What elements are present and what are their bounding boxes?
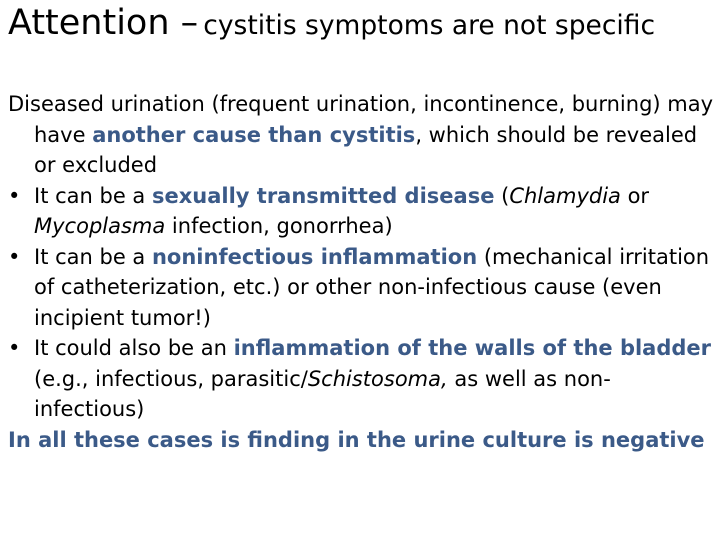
bullet-noninfectious-before: It can be a (34, 244, 152, 269)
bullet-noninfectious-after: (mechanical irritation of catheterization, etc.) or other non-infectious cause (even incipient tumor!) (34, 244, 710, 330)
bullet-bladder-wall-italic: Schistosoma, (307, 366, 448, 391)
intro-text-after: , which should be revealed or excluded (34, 122, 698, 177)
bullet-std-mid1: ( (494, 183, 510, 208)
bullet-std-mid2: or (620, 183, 650, 208)
intro-paragraph (8, 89, 714, 181)
intro-highlight: another cause than cystitis (92, 122, 416, 147)
bullet-std-after: infection, gonorrhea) (165, 214, 393, 238)
slide-title (8, 3, 656, 43)
bullet-std-italic-mycoplasma: Mycoplasma (34, 214, 166, 238)
intro-text-before: Diseased urination (frequent urination, incontinence, burning) may have (8, 92, 714, 147)
bullet-noninfectious-highlight: noninfectious inflammation (151, 244, 478, 269)
bullet-bladder-wall-highlight: inflammation of the walls of the bladder (233, 336, 712, 360)
bullet-marker: • (8, 336, 21, 360)
bullet-bladder-wall (8, 333, 714, 425)
bullet-bladder-wall-mid: (e.g., infectious, parasitic/ (34, 366, 308, 391)
slide-body (8, 89, 714, 455)
bullet-bladder-wall-after: as well as non-infectious) (34, 366, 611, 421)
bullet-bladder-wall-before: It could also be an (34, 336, 234, 360)
bullet-marker: • (8, 244, 21, 269)
bullet-std-before: It can be a (34, 183, 152, 208)
title-main: Attention – (8, 3, 199, 43)
bullet-marker: • (8, 183, 21, 208)
bullet-std (8, 181, 714, 242)
bullet-noninfectious (8, 242, 714, 334)
bullet-std-highlight: sexually transmitted disease (151, 183, 495, 208)
title-rest: cystitis symptoms are not specific (203, 10, 656, 41)
conclusion-text: In all these cases is finding in the urine culture is negative (8, 427, 705, 452)
bullet-std-italic-chlamydia: Chlamydia (509, 183, 621, 208)
